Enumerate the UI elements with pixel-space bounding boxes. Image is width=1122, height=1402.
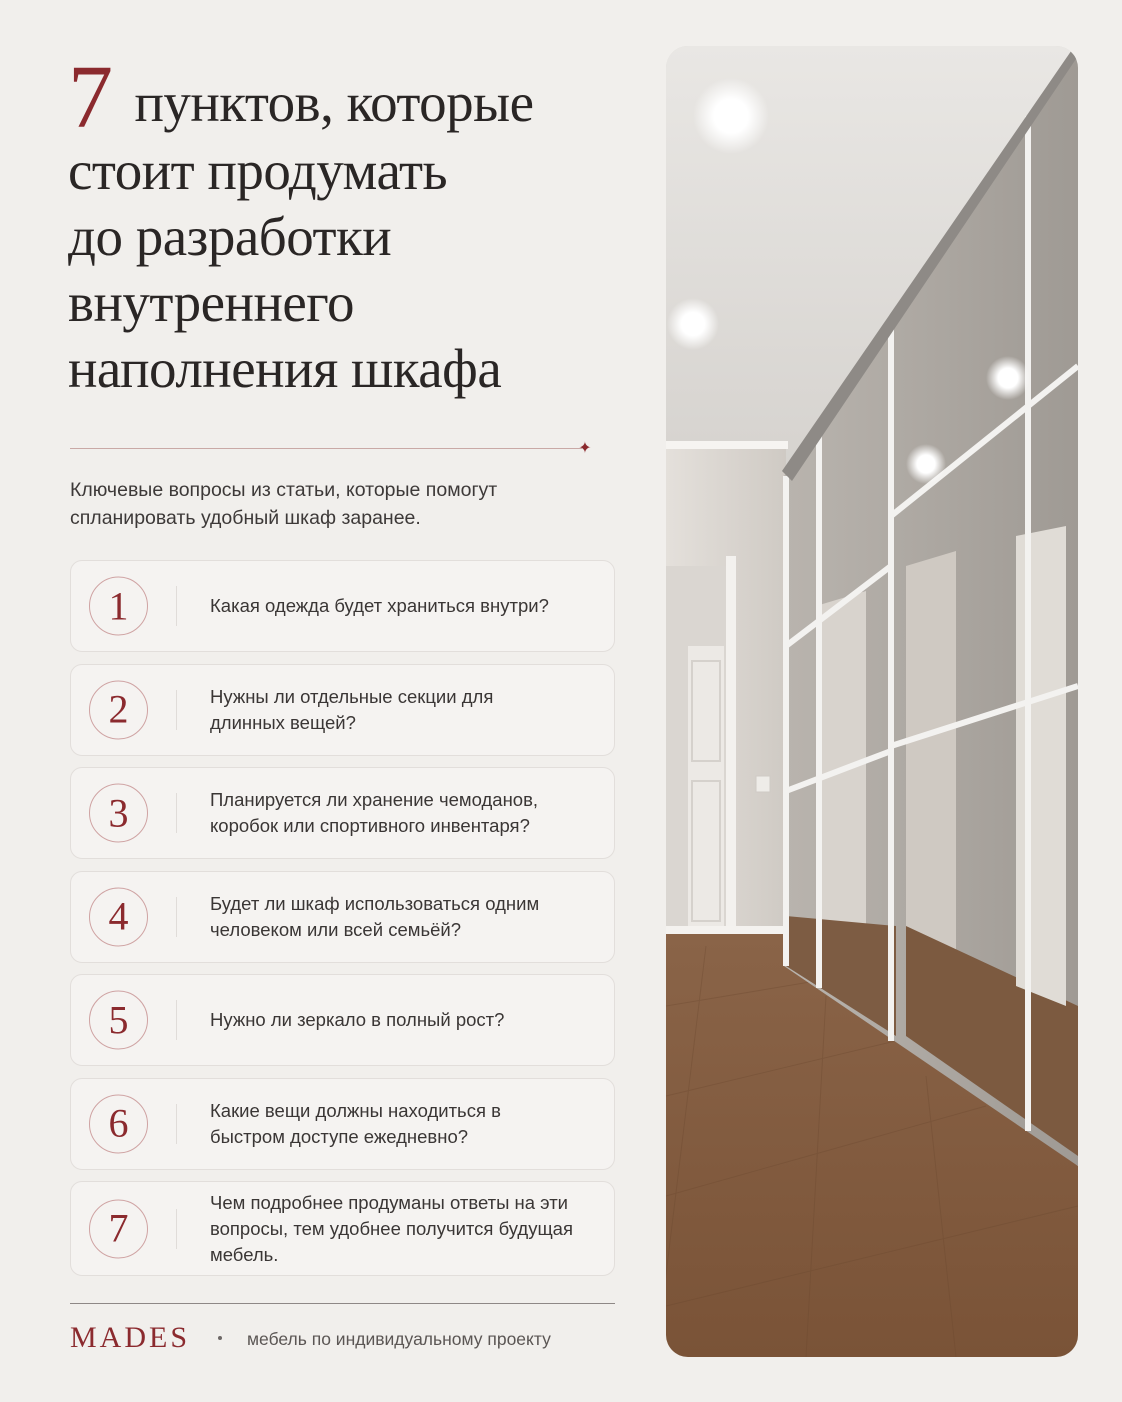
brand-logo: MADES — [70, 1321, 191, 1354]
question-text: Какая одежда будет храниться внутри? — [210, 595, 549, 616]
question-number: 6 — [89, 1094, 148, 1153]
question-card — [70, 767, 615, 859]
question-text: Нужно ли зеркало в полный рост? — [210, 1009, 505, 1030]
page-title — [68, 48, 648, 402]
title-line-4: внутреннего — [68, 272, 354, 333]
title-line-text: пунктов, которые — [134, 72, 534, 133]
question-number: 5 — [89, 991, 148, 1050]
title-line-1 — [68, 48, 648, 147]
card-divider — [176, 586, 177, 626]
question-card — [70, 871, 615, 963]
question-text: Нужны ли отдельные секции для длинных вещей? — [210, 685, 494, 733]
title-line-3: до разработки — [68, 206, 392, 267]
question-card — [70, 1181, 615, 1276]
wardrobe-photo — [666, 46, 1078, 1357]
question-card — [70, 1078, 615, 1170]
title-divider — [70, 448, 582, 449]
question-number: 3 — [89, 784, 148, 843]
question-text: Какие вещи должны находиться в быстром доступе ежедневно? — [210, 1099, 501, 1147]
question-text: Планируется ли хранение чемоданов, коробок или спортивного инвентаря? — [210, 789, 539, 836]
card-divider — [176, 897, 177, 937]
question-card — [70, 974, 615, 1066]
title-number: 7 — [68, 48, 113, 147]
sparkle-icon: ✦ — [578, 438, 592, 457]
card-divider — [176, 690, 177, 730]
card-divider — [176, 1104, 177, 1144]
footer-divider — [70, 1303, 615, 1304]
footer-dot — [218, 1336, 222, 1340]
card-divider — [176, 793, 177, 833]
subtitle: Ключевые вопросы из статьи, которые помогут спланировать удобный шкаф заранее. — [70, 479, 498, 529]
question-card — [70, 560, 615, 652]
question-card — [70, 664, 615, 756]
question-list — [70, 560, 615, 1288]
question-number: 2 — [89, 680, 148, 739]
card-divider — [176, 1209, 177, 1249]
question-number: 1 — [89, 577, 148, 636]
question-number: 4 — [89, 887, 148, 946]
question-text: Чем подробнее продуманы ответы на эти вопросы, тем удобнее получится будущая мебель. — [210, 1191, 573, 1265]
title-line-2: стоит продумать — [68, 140, 448, 201]
title-line-5: наполнения шкафа — [68, 338, 502, 399]
brand-tagline: мебель по индивидуальному проекту — [247, 1329, 551, 1349]
question-number: 7 — [89, 1199, 148, 1258]
card-divider — [176, 1000, 177, 1040]
question-text: Будет ли шкаф использоваться одним человеком или всей семьёй? — [210, 892, 540, 940]
